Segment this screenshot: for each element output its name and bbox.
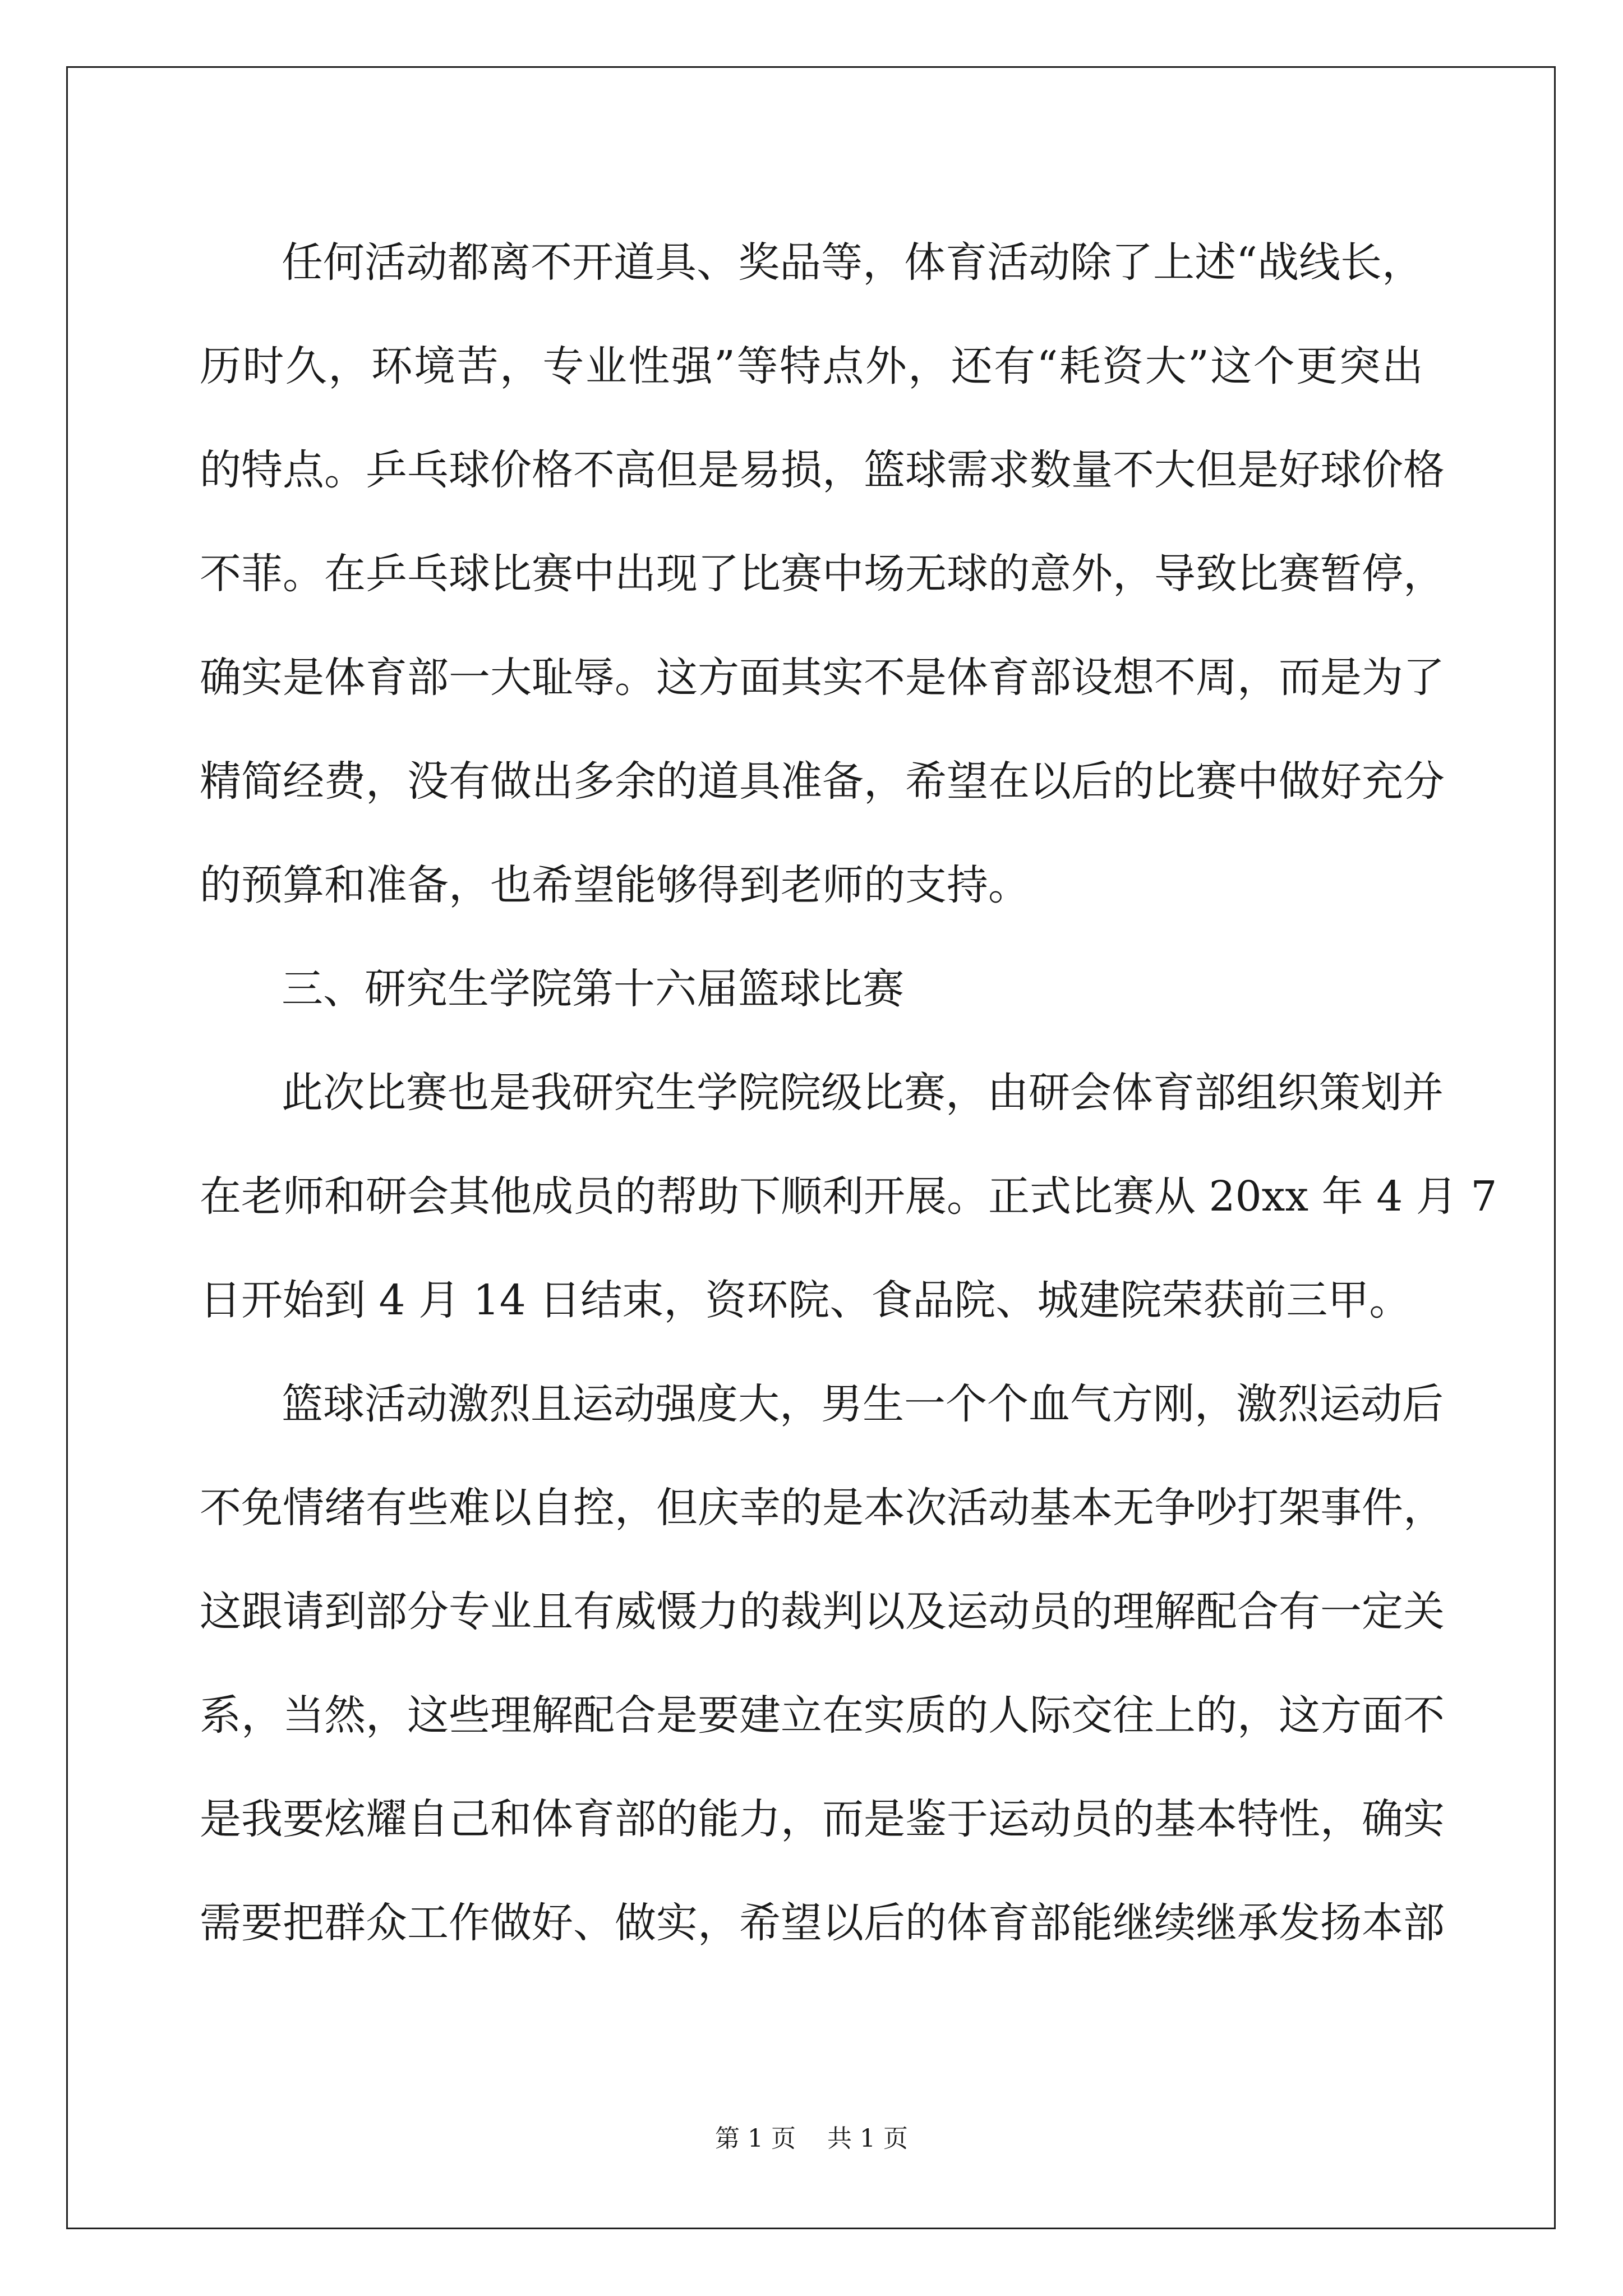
document-body [200,211,1497,1975]
paragraph-line: 不免情绪有些难以自控，但庆幸的是本次活动基本无争吵打架事件， [200,1484,1445,1532]
paragraph-line: 日开始到 4 月 14 日结束，资环院、食品院、城建院荣获前三甲。 [200,1276,1411,1324]
paragraph-line: 任何活动都离不开道具、奖品等，体育活动除了上述“战线长， [282,238,1423,287]
paragraph-line: 是我要炫耀自己和体育部的能力，而是鉴于运动员的基本特性，确实 [200,1795,1445,1843]
page-footer [0,2122,1623,2156]
paragraph-line: 在老师和研会其他成员的帮助下顺利开展。正式比赛从 20xx 年 4 月 7 [200,1172,1497,1221]
paragraph-line: 此次比赛也是我研究生学院院级比赛，由研会体育部组织策划并 [282,1069,1444,1117]
paragraph-line: 这跟请到部分专业且有威慑力的裁判以及运动员的理解配合有一定关 [200,1588,1445,1636]
paragraph-line: 篮球活动激烈且运动强度大，男生一个个血气方刚，激烈运动后 [282,1380,1444,1428]
paragraph-line: 精简经费，没有做出多余的道具准备，希望在以后的比赛中做好充分 [200,757,1445,806]
paragraph-line: 确实是体育部一大耻辱。这方面其实不是体育部设想不周，而是为了 [200,654,1445,702]
paragraph-line: 不菲。在乒乓球比赛中出现了比赛中场无球的意外，导致比赛暂停， [200,550,1445,598]
page-number-total: 共 1 页 [827,2124,908,2153]
page-number-current: 第 1 页 [715,2124,796,2153]
paragraph-line: 的预算和准备，也希望能够得到老师的支持。 [200,861,1030,909]
paragraph-line: 需要把群众工作做好、做实，希望以后的体育部能继续继承发扬本部 [200,1899,1445,1947]
paragraph-line: 系，当然，这些理解配合是要建立在实质的人际交往上的，这方面不 [200,1691,1445,1740]
section-heading: 三、研究生学院第十六届篮球比赛 [282,965,904,1013]
paragraph-line: 历时久，环境苦，专业性强”等特点外，还有“耗资大”这个更突出 [200,342,1423,390]
paragraph-line: 的特点。乒乓球价格不高但是易损，篮球需求数量不大但是好球价格 [200,446,1445,494]
